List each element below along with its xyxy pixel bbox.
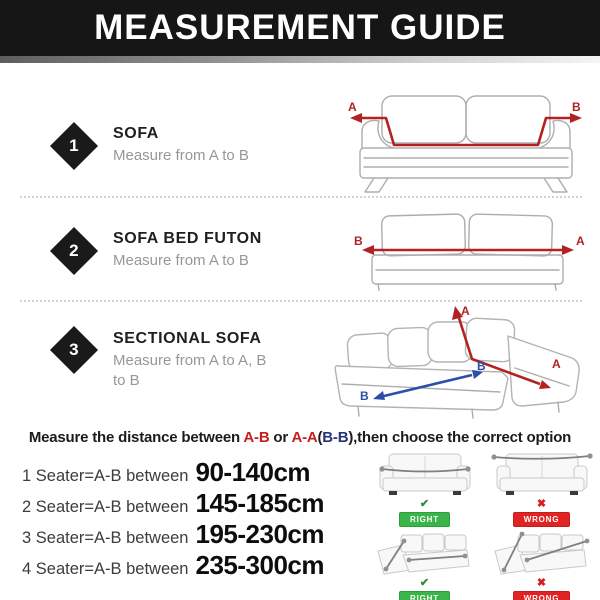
rod-knob bbox=[383, 567, 388, 572]
thumb-foot bbox=[506, 491, 514, 495]
sofa-leg-left bbox=[365, 178, 388, 192]
futon-diagram bbox=[352, 210, 587, 292]
sectional-right-thumb bbox=[373, 530, 477, 578]
sofa-leg-right bbox=[544, 178, 567, 192]
right-badge: RIGHT bbox=[399, 591, 450, 600]
right-badge: RIGHT bbox=[399, 512, 450, 527]
instruction-line bbox=[0, 429, 600, 446]
option-row bbox=[22, 457, 367, 488]
label-a-top: A bbox=[461, 304, 470, 318]
rod-knob bbox=[462, 554, 467, 559]
step-sofa bbox=[0, 70, 600, 196]
instruction-aa: A-A bbox=[291, 429, 318, 446]
step-number: 1 bbox=[69, 136, 79, 155]
thumb-seat bbox=[383, 478, 467, 491]
size-options bbox=[22, 457, 367, 581]
sectional-cushion bbox=[347, 333, 393, 372]
sectional-cushion bbox=[465, 318, 515, 362]
example-sofa-right bbox=[370, 449, 479, 527]
rod-knob bbox=[584, 539, 589, 544]
thumb-seat bbox=[403, 550, 469, 572]
step-subtitle: Measure from A to B bbox=[113, 147, 249, 164]
option-row bbox=[22, 550, 367, 581]
step-number-badge bbox=[50, 227, 98, 275]
thumb-back bbox=[401, 535, 422, 552]
label-b-right: B bbox=[477, 359, 486, 373]
step-number-badge bbox=[50, 122, 98, 170]
label-a-right: A bbox=[552, 357, 561, 371]
sofa-cushion bbox=[466, 96, 550, 143]
label-b: B bbox=[354, 234, 363, 248]
rod-knob bbox=[401, 539, 406, 544]
page-title: MEASUREMENT GUIDE bbox=[94, 8, 506, 47]
wrong-badge: WRONG bbox=[513, 512, 571, 527]
option-value: 90-140cm bbox=[195, 457, 311, 487]
rod-knob bbox=[491, 454, 496, 459]
thumb-foot bbox=[570, 491, 578, 495]
sofa-wrong-thumb bbox=[490, 449, 594, 499]
sofa-right-thumb bbox=[373, 449, 477, 499]
instruction-text: Measure the distance between bbox=[28, 429, 244, 446]
sofa-base-lines bbox=[364, 158, 568, 167]
option-row bbox=[22, 488, 367, 519]
step-number: 2 bbox=[69, 241, 79, 260]
example-sectional-right bbox=[370, 530, 479, 600]
label-b-left: B bbox=[360, 389, 369, 403]
label-a: A bbox=[348, 100, 357, 114]
option-row bbox=[22, 519, 367, 550]
label-a: A bbox=[576, 234, 585, 248]
step-number-badge bbox=[50, 326, 98, 374]
rod-knob bbox=[587, 453, 592, 458]
rod-knob bbox=[524, 558, 529, 563]
instruction-or: or bbox=[269, 429, 292, 446]
header-gradient-strip bbox=[0, 56, 600, 63]
option-label: 1 Seater=A-B between bbox=[22, 467, 189, 485]
rod-knob bbox=[465, 466, 470, 471]
option-value: 235-300cm bbox=[195, 550, 324, 580]
step-number: 3 bbox=[69, 340, 79, 359]
sofa-diagram bbox=[346, 88, 586, 196]
arrowhead-a bbox=[562, 245, 574, 255]
wrong-badge: WRONG bbox=[513, 591, 571, 600]
thumb-seat bbox=[520, 550, 586, 572]
step-title: SOFA BED FUTON bbox=[113, 230, 262, 247]
rod-knob bbox=[501, 568, 506, 573]
example-sectional-wrong bbox=[487, 530, 596, 600]
thumb-foot bbox=[389, 491, 397, 495]
step-subtitle: Measure from A to A, B to B bbox=[113, 352, 267, 389]
cross-icon: ✖ bbox=[536, 577, 547, 589]
step-title: SECTIONAL SOFA bbox=[113, 330, 262, 347]
step-sectional-sofa bbox=[0, 302, 600, 424]
option-label: 4 Seater=A-B between bbox=[22, 560, 189, 578]
sofa-cushion bbox=[382, 96, 466, 143]
check-icon: ✔ bbox=[419, 498, 430, 510]
sectional-chaise bbox=[508, 336, 579, 406]
header-bar bbox=[0, 0, 600, 56]
instruction-paren-close: ) bbox=[348, 429, 354, 446]
thumb-back bbox=[540, 534, 561, 551]
step-title: SOFA bbox=[113, 125, 159, 142]
sectional-diagram bbox=[322, 304, 598, 424]
option-label: 3 Seater=A-B between bbox=[22, 529, 189, 547]
thumb-back bbox=[423, 534, 444, 551]
cross-icon: ✖ bbox=[536, 498, 547, 510]
label-b: B bbox=[572, 100, 581, 114]
option-label: 2 Seater=A-B between bbox=[22, 498, 189, 516]
rod-knob bbox=[519, 532, 524, 537]
thumb-seat bbox=[500, 478, 584, 491]
thumb-back bbox=[445, 535, 466, 550]
instruction-bb: B-B bbox=[322, 429, 349, 446]
arrowhead-b bbox=[362, 245, 374, 255]
sectional-cushion bbox=[387, 327, 432, 367]
instruction-paren-open: ( bbox=[317, 429, 323, 446]
example-sofa-wrong bbox=[487, 449, 596, 527]
step-sofa-bed-futon bbox=[0, 198, 600, 298]
arrowhead-a bbox=[350, 113, 362, 123]
option-value: 195-230cm bbox=[195, 519, 324, 549]
right-wrong-examples bbox=[370, 449, 596, 600]
rod-knob bbox=[406, 558, 411, 563]
sofa-base bbox=[360, 148, 572, 178]
rod-knob bbox=[379, 466, 384, 471]
sectional-wrong-thumb bbox=[490, 530, 594, 578]
futon-feet bbox=[378, 284, 556, 290]
option-value: 145-185cm bbox=[195, 488, 324, 518]
step-subtitle: Measure from A to B bbox=[113, 252, 249, 269]
instruction-suffix: ,then choose the correct option bbox=[353, 429, 572, 446]
check-icon: ✔ bbox=[419, 577, 430, 589]
instruction-ab: A-B bbox=[243, 429, 270, 446]
arrowhead-b bbox=[570, 113, 582, 123]
thumb-foot bbox=[453, 491, 461, 495]
